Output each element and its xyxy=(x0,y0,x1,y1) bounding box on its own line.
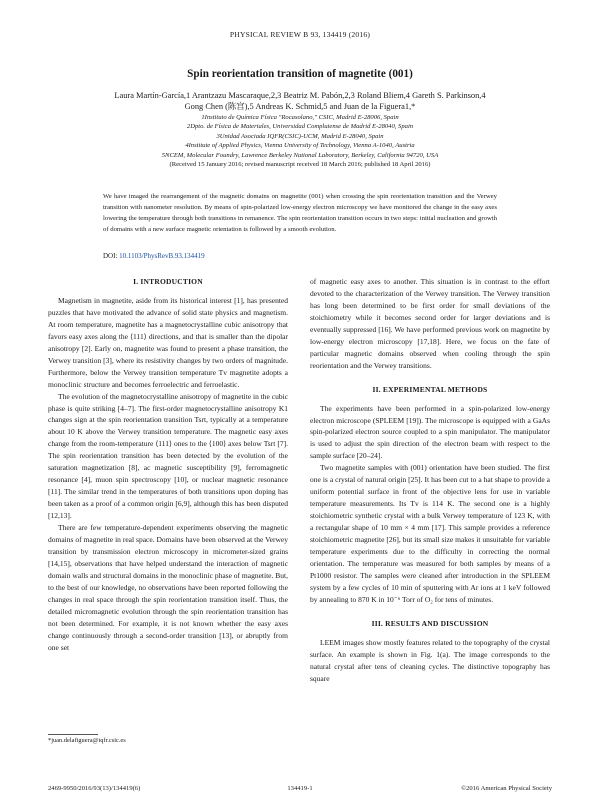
methods-paragraph-2: Two magnetite samples with (001) orientation have been studied. The first one is a crystal of natural origin [25]. It has been cut to a hat shape to provide a uniform potential surface in front of the objective lens for use in variable temperature measurements. Its Tv is 114 K. The second one is a highly stoichiometric synthetic crystal with a bulk Verwey temperature of 123 K, with a rectangular shape of 10 mm × 4 mm [17]. This sample provides a reference stoichiometric magnetite [26], but its small size makes it unsuitable for variable temperature experiments due to the difficulty in correcting the normal orientation. The temperature was measured for both samples by means of a Pt1000 resistor. The samples were cleaned after introduction in the SPLEEM system by a few cycles of 10 min of sputtering with Ar ions at 1 keV followed by annealing to 870 K in 10⁻⁶ Torr of O₂ for tens of minutes. xyxy=(310,463,550,604)
footer-issn: 2469-9950/2016/93(13)/134419(6) xyxy=(48,785,141,792)
doi-link[interactable]: 10.1103/PhysRevB.93.134419 xyxy=(119,252,205,260)
affiliation-3: 3Unidad Asociada IQFR(CSIC)-UCM, Madrid E-28040, Spain xyxy=(216,132,384,140)
affiliation-5: 5NCEM, Molecular Foundry, Lawrence Berkeley National Laboratory, Berkeley, California 94720, USA xyxy=(161,151,439,159)
intro-paragraph-1: Magnetism in magnetite, aside from its historical interest [1], has presented puzzles that have motivated the advance of solid state physics and magnetism. At room temperature, magnetite has a magnetocrystalline cubic anisotropy that favors easy axes along the ⟨111⟩ directions, and that is smaller than the dipolar anisotropy [2]. Early on, magnetite was found to present a phase transition, the Verwey transition [3], where its resistivity changes by two orders of magnitude. Furthermore, below the Verwey transition temperature Tv magnetite adopts a monoclinic structure and becomes ferroelectric and ferroelastic. xyxy=(48,295,288,389)
section-title-introduction: I. INTRODUCTION xyxy=(133,277,203,286)
intro-continuation: of magnetic easy axes to another. This situation is in contrast to the effort devoted to the characterization of the Verwey transition. The Verwey transition has long been determined to be first order for small deviations of the stoichiometry while it becomes second order for larger deviations and is eventually suppressed [16]. We have performed previous work on magnetite by low-energy electron microscopy [17,18]. Here, we focus on the fate of particular magnetic domains observed when cooling through the spin reorientation and the Verwey transitions. xyxy=(310,277,550,370)
doi-line xyxy=(103,252,205,260)
section-title-methods: II. EXPERIMENTAL METHODS xyxy=(372,384,488,394)
affiliation-2: 2Dpto. de Física de Materiales, Universidad Complutense de Madrid E-28040, Spain xyxy=(186,123,414,131)
footer-copyright: ©2016 American Physical Society xyxy=(461,785,552,792)
paper-title: Spin reorientation transition of magnetite (001) xyxy=(187,68,413,80)
author-list xyxy=(60,90,540,112)
corresponding-author-email[interactable]: *juan.delafiguera@iqfr.csic.es xyxy=(48,737,126,744)
affiliation-4: 4Institute of Applied Physics, Vienna University of Technology, Vienna A-1040, Austria xyxy=(185,142,415,150)
doi-label: DOI: xyxy=(103,252,118,260)
affiliation-1: 1Instituto de Química Física "Rocasolano," CSIC, Madrid E-28006, Spain xyxy=(201,114,399,121)
intro-paragraph-2: The evolution of the magnetocrystalline anisotropy of magnetite in the cubic phase is quite striking [4–7]. The first-order magnetocrystalline anisotropy K1 changes sign at the spin reorientation transition Tsrt, typically at a temperature about 10 K above the Verwey transition temperature. The magnetic easy axes change from the room-temperature ⟨111⟩ ones to the ⟨100⟩ axes below Tsrt [7]. The spin reorientation transition has been detected by the evolution of the saturation magnetization [8], ac magnetic susceptibility [9], ferromagnetic resonance [4], muon spin spectroscopy [10], or nuclear magnetic resonance [11]. The similar trend in the temperatures of both transitions upon doping has been taken as a proof of a common origin [6,9], although this has been disputed [12,13]. xyxy=(48,391,288,521)
affiliations xyxy=(60,113,540,169)
abstract: We have imaged the rearrangement of the magnetic domains on magnetite (001) when crossing the spin reorientation transition and the Verwey transition with nanometer resolution. By means of spin-polarized low-energy electron microscopy we have monitored the change in the easy axes lowering the temperature through both transitions in remanence. The spin reorientation transition occurs in two steps: initial nucleation and growth of domains with a new surface magnetic orientation is followed by a smooth evolution. xyxy=(103,193,497,233)
authors-line-1: Laura Martín-García,1 Arantzazu Mascaraque,2,3 Beatriz M. Pabón,2,3 Roland Bliem,4 Gareth S. Parkinson,4 xyxy=(114,91,486,100)
results-paragraph-1: LEEM images show mostly features related to the topography of the crystal surface. An example is shown in Fig. 1(a). The image corresponds to the natural crystal after tens of cleaning cycles. The distinctive topography has square xyxy=(310,637,550,683)
footer-page-number: 134419-1 xyxy=(287,785,313,792)
received-dates: (Received 15 January 2016; revised manuscript received 18 March 2016; published 18 April 2016) xyxy=(169,161,431,169)
journal-header: PHYSICAL REVIEW B 93, 134419 (2016) xyxy=(229,30,371,39)
right-column xyxy=(310,276,550,685)
methods-paragraph-1: The experiments have been performed in a spin-polarized low-energy electron microscope (SPLEEM [19]). The microscope is equipped with a GaAs spin-polarized electron source coupled to a spin manipulator. The manipulator is used to adjust the spin direction of the electron beam with respect to the sample surface [20–24]. xyxy=(310,403,550,461)
footnote-divider xyxy=(48,734,98,735)
left-column xyxy=(48,276,288,654)
section-title-results: III. RESULTS AND DISCUSSION xyxy=(371,618,489,628)
intro-paragraph-3: There are few temperature-dependent experiments observing the magnetic domains of magnetite in real space. Domains have been observed at the Verwey transition by transmission electron microscopy in micrometer-sized grains [14,15], observations that have helped understand the interaction of magnetic domain walls and structural domains in the monoclinic phase of magnetite. But, to the best of our knowledge, no observations have been reported following the changes in real space through the spin reorientation transition itself. Thus, the detailed micromagnetic evolution through the spin reorientation transition has not been determined. For example, it is not known whether the easy axes change continuously through a second-order transition [13], or abruptly from one set xyxy=(48,523,288,652)
authors-line-2: Gong Chen (陈宫),5 Andreas K. Schmid,5 and Juan de la Figuera1,* xyxy=(184,102,416,111)
